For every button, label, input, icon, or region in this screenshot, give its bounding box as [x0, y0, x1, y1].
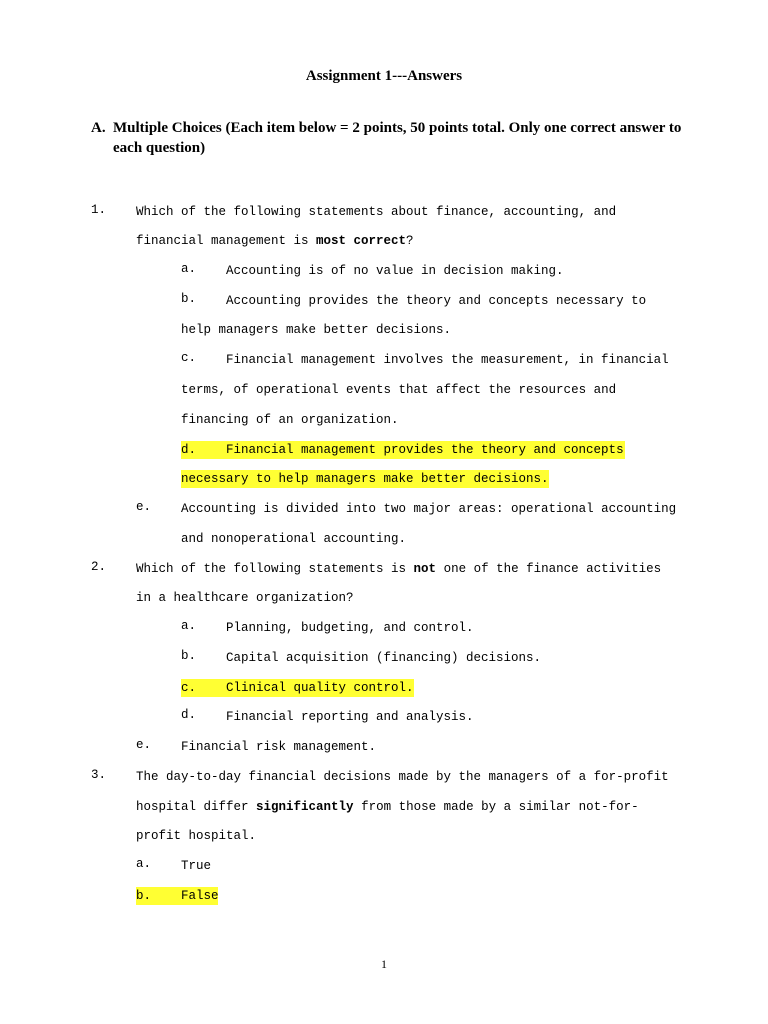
option-letter: b. — [181, 649, 197, 663]
stem-emphasis: significantly — [256, 800, 354, 814]
question-number: 1. — [91, 203, 107, 217]
option-text: and nonoperational accounting. — [181, 532, 407, 546]
option-letter: c. — [181, 351, 197, 365]
option-letter: c. — [181, 681, 197, 695]
option-text: Financial reporting and analysis. — [226, 710, 474, 724]
option-letter: a. — [181, 262, 197, 276]
option-letter: e. — [136, 500, 152, 514]
highlighted-answer-line — [181, 441, 625, 459]
option-text: Accounting provides the theory and concepts necessary to — [226, 294, 647, 308]
page-number: 1 — [381, 957, 387, 971]
option-text: Clinical quality control. — [226, 681, 414, 695]
stem-text: Which of the following statements is — [136, 562, 414, 576]
option-text: False — [181, 889, 219, 903]
question-stem-line — [136, 232, 414, 250]
highlighted-answer-line — [181, 679, 414, 697]
option-letter: d. — [181, 708, 197, 722]
highlighted-answer-line — [136, 887, 218, 905]
option-text: Financial management provides the theory and concepts — [226, 443, 624, 457]
option-text: True — [181, 859, 212, 873]
stem-emphasis: not — [413, 562, 437, 576]
option-text: necessary to help managers make better decisions. — [181, 472, 549, 486]
option-letter: e. — [136, 738, 152, 752]
stem-emphasis: most correct — [316, 234, 407, 248]
question-stem-line — [136, 798, 639, 816]
option-text: Accounting is of no value in decision making. — [226, 264, 564, 278]
option-text: financing of an organization. — [181, 413, 399, 427]
question-number: 2. — [91, 560, 107, 574]
question-stem-line: in a healthcare organization? — [136, 591, 354, 605]
option-text: Financial risk management. — [181, 740, 377, 754]
question-stem-line: Which of the following statements about finance, accounting, and — [136, 205, 617, 219]
option-text: terms, of operational events that affect the resources and — [181, 383, 617, 397]
stem-text: from those made by a similar not-for- — [353, 800, 639, 814]
option-text: Accounting is divided into two major areas: operational accounting — [181, 502, 677, 516]
stem-text: hospital differ — [136, 800, 257, 814]
stem-text: ? — [406, 234, 414, 248]
question-number: 3. — [91, 768, 107, 782]
option-text: Planning, budgeting, and control. — [226, 621, 474, 635]
option-text: help managers make better decisions. — [181, 323, 452, 337]
stem-text: financial management is — [136, 234, 317, 248]
option-letter: a. — [181, 619, 197, 633]
option-letter: b. — [181, 292, 197, 306]
option-text: Financial management involves the measurement, in financial — [226, 353, 669, 367]
option-letter: b. — [136, 889, 152, 903]
section-letter: A. — [91, 120, 106, 136]
question-stem-line: The day-to-day financial decisions made by the managers of a for-profit — [136, 770, 669, 784]
option-text: Capital acquisition (financing) decisions. — [226, 651, 542, 665]
option-letter: a. — [136, 857, 152, 871]
document-title: Assignment 1---Answers — [305, 68, 463, 84]
question-stem-line: profit hospital. — [136, 829, 257, 843]
option-letter: d. — [181, 443, 197, 457]
stem-text: one of the finance activities — [436, 562, 662, 576]
question-stem-line — [136, 560, 661, 578]
section-heading-text: Multiple Choices (Each item below = 2 points, 50 points total. Only one correct answer to each question) — [113, 120, 682, 156]
